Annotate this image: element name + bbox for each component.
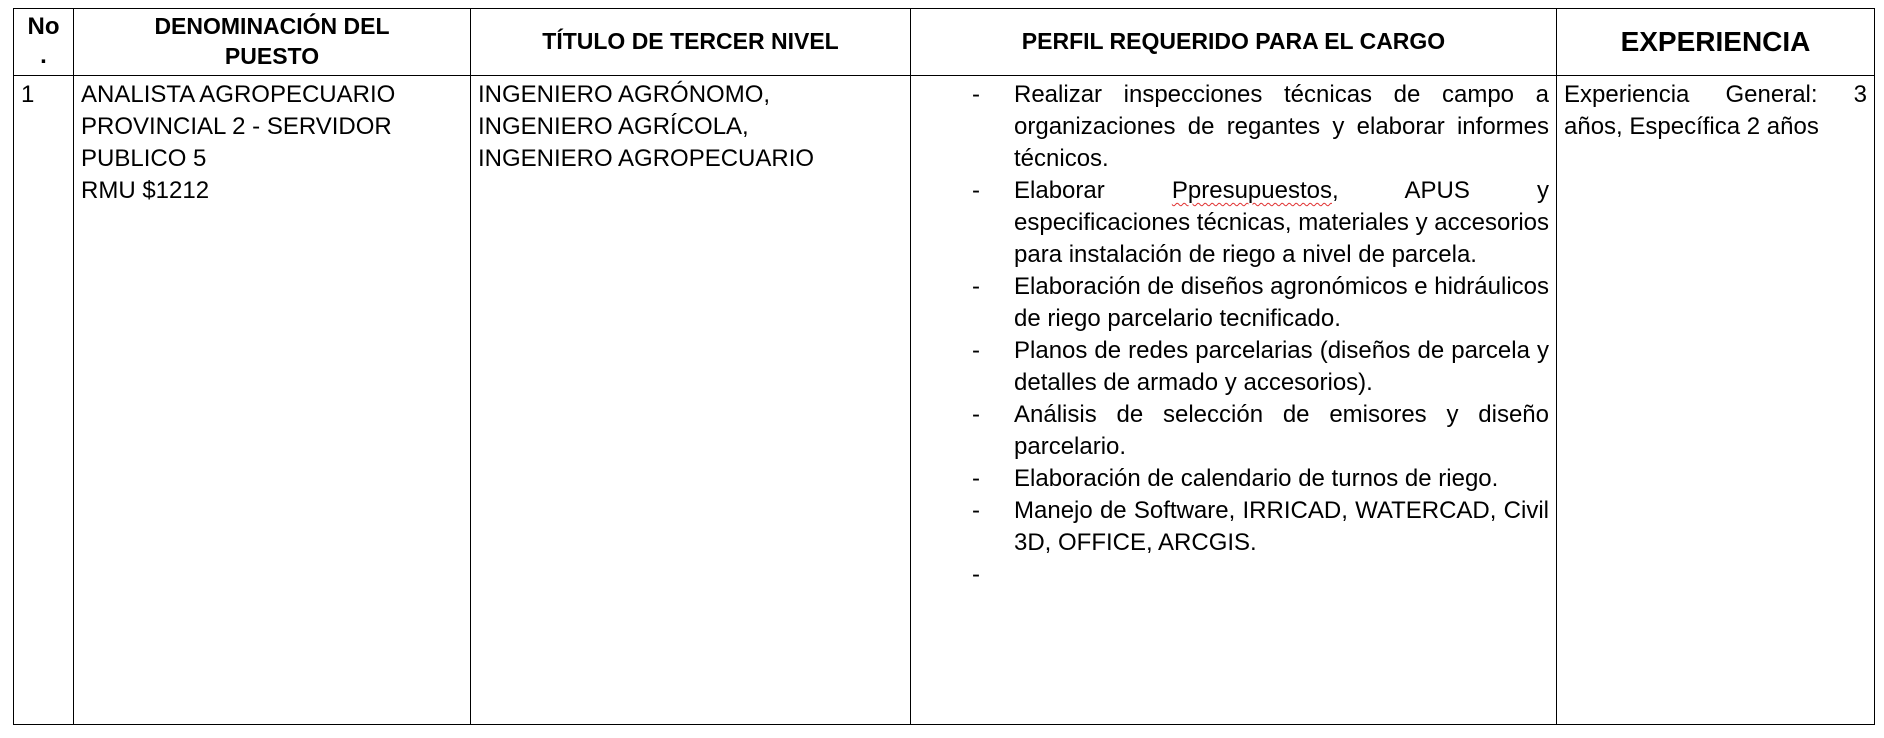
header-row [14,9,1875,76]
header-number-line-1: No [27,13,60,41]
list-item [918,335,1549,399]
duties-list [918,79,1549,591]
position-line: PUBLICO 5 [81,145,207,172]
degree-line: INGENIERO AGRÍCOLA, [478,113,749,140]
list-item [918,271,1549,335]
header-number-line-2: . [40,42,47,69]
dash-marker: - [972,273,980,300]
cell-number: 1 [14,76,74,725]
header-experience: EXPERIENCIA [1557,9,1875,76]
duty-text: Análisis de selección de emisores y diseño parcelario. [1014,401,1549,460]
duty-text: Elaboración de diseños agronómicos e hidráulicos de riego parcelario tecnificado. [1014,273,1549,332]
header-position-name [74,9,471,76]
list-item [918,399,1549,463]
header-degree: TÍTULO DE TERCER NIVEL [471,9,911,76]
cell-position-name [74,76,471,725]
table-row [14,76,1875,725]
list-item [918,79,1549,175]
header-position-line-2: PUESTO [224,43,320,69]
duty-text-before: Elaborar [1014,177,1172,204]
duty-text [1014,175,1549,271]
header-position-line-1: DENOMINACIÓN DEL [154,13,390,40]
degree-line: INGENIERO AGROPECUARIO [478,145,815,172]
position-line: PROVINCIAL 2 - SERVIDOR [81,113,392,140]
dash-marker: - [972,177,980,204]
position-line: ANALISTA AGROPECUARIO [81,81,396,108]
dash-marker: - [972,401,980,428]
cell-profile [911,76,1557,725]
list-item [918,559,1549,591]
salary-line: RMU $1212 [81,177,210,204]
dash-marker: - [972,561,980,588]
cell-degree [471,76,911,725]
requirements-table [13,8,1875,725]
duty-text: Manejo de Software, IRRICAD, WATERCAD, Civil 3D, OFFICE, ARCGIS. [1014,497,1549,556]
duty-text: Realizar inspecciones técnicas de campo a organizaciones de regantes y elaborar informes técnicos. [1014,81,1549,172]
list-item [918,495,1549,559]
header-number [14,9,74,76]
dash-marker: - [972,81,980,108]
degree-line: INGENIERO AGRÓNOMO, [478,81,771,108]
list-item [918,175,1549,271]
duty-text: Elaboración de calendario de turnos de riego. [1014,465,1499,492]
duty-text-after: , APUS y especificaciones técnicas, materiales y accesorios para instalación de riego a nivel de parcela. [1014,177,1549,268]
cell-experience: Experiencia General: 3 años, Específica 2 años [1557,76,1875,725]
dash-marker: - [972,497,980,524]
dash-marker: - [972,337,980,364]
header-profile: PERFIL REQUERIDO PARA EL CARGO [911,9,1557,76]
misspelled-word[interactable]: Ppresupuestos [1171,177,1332,204]
duty-text: Planos de redes parcelarias (diseños de parcela y detalles de armado y accesorios). [1014,337,1549,396]
list-item [918,463,1549,495]
dash-marker: - [972,465,980,492]
